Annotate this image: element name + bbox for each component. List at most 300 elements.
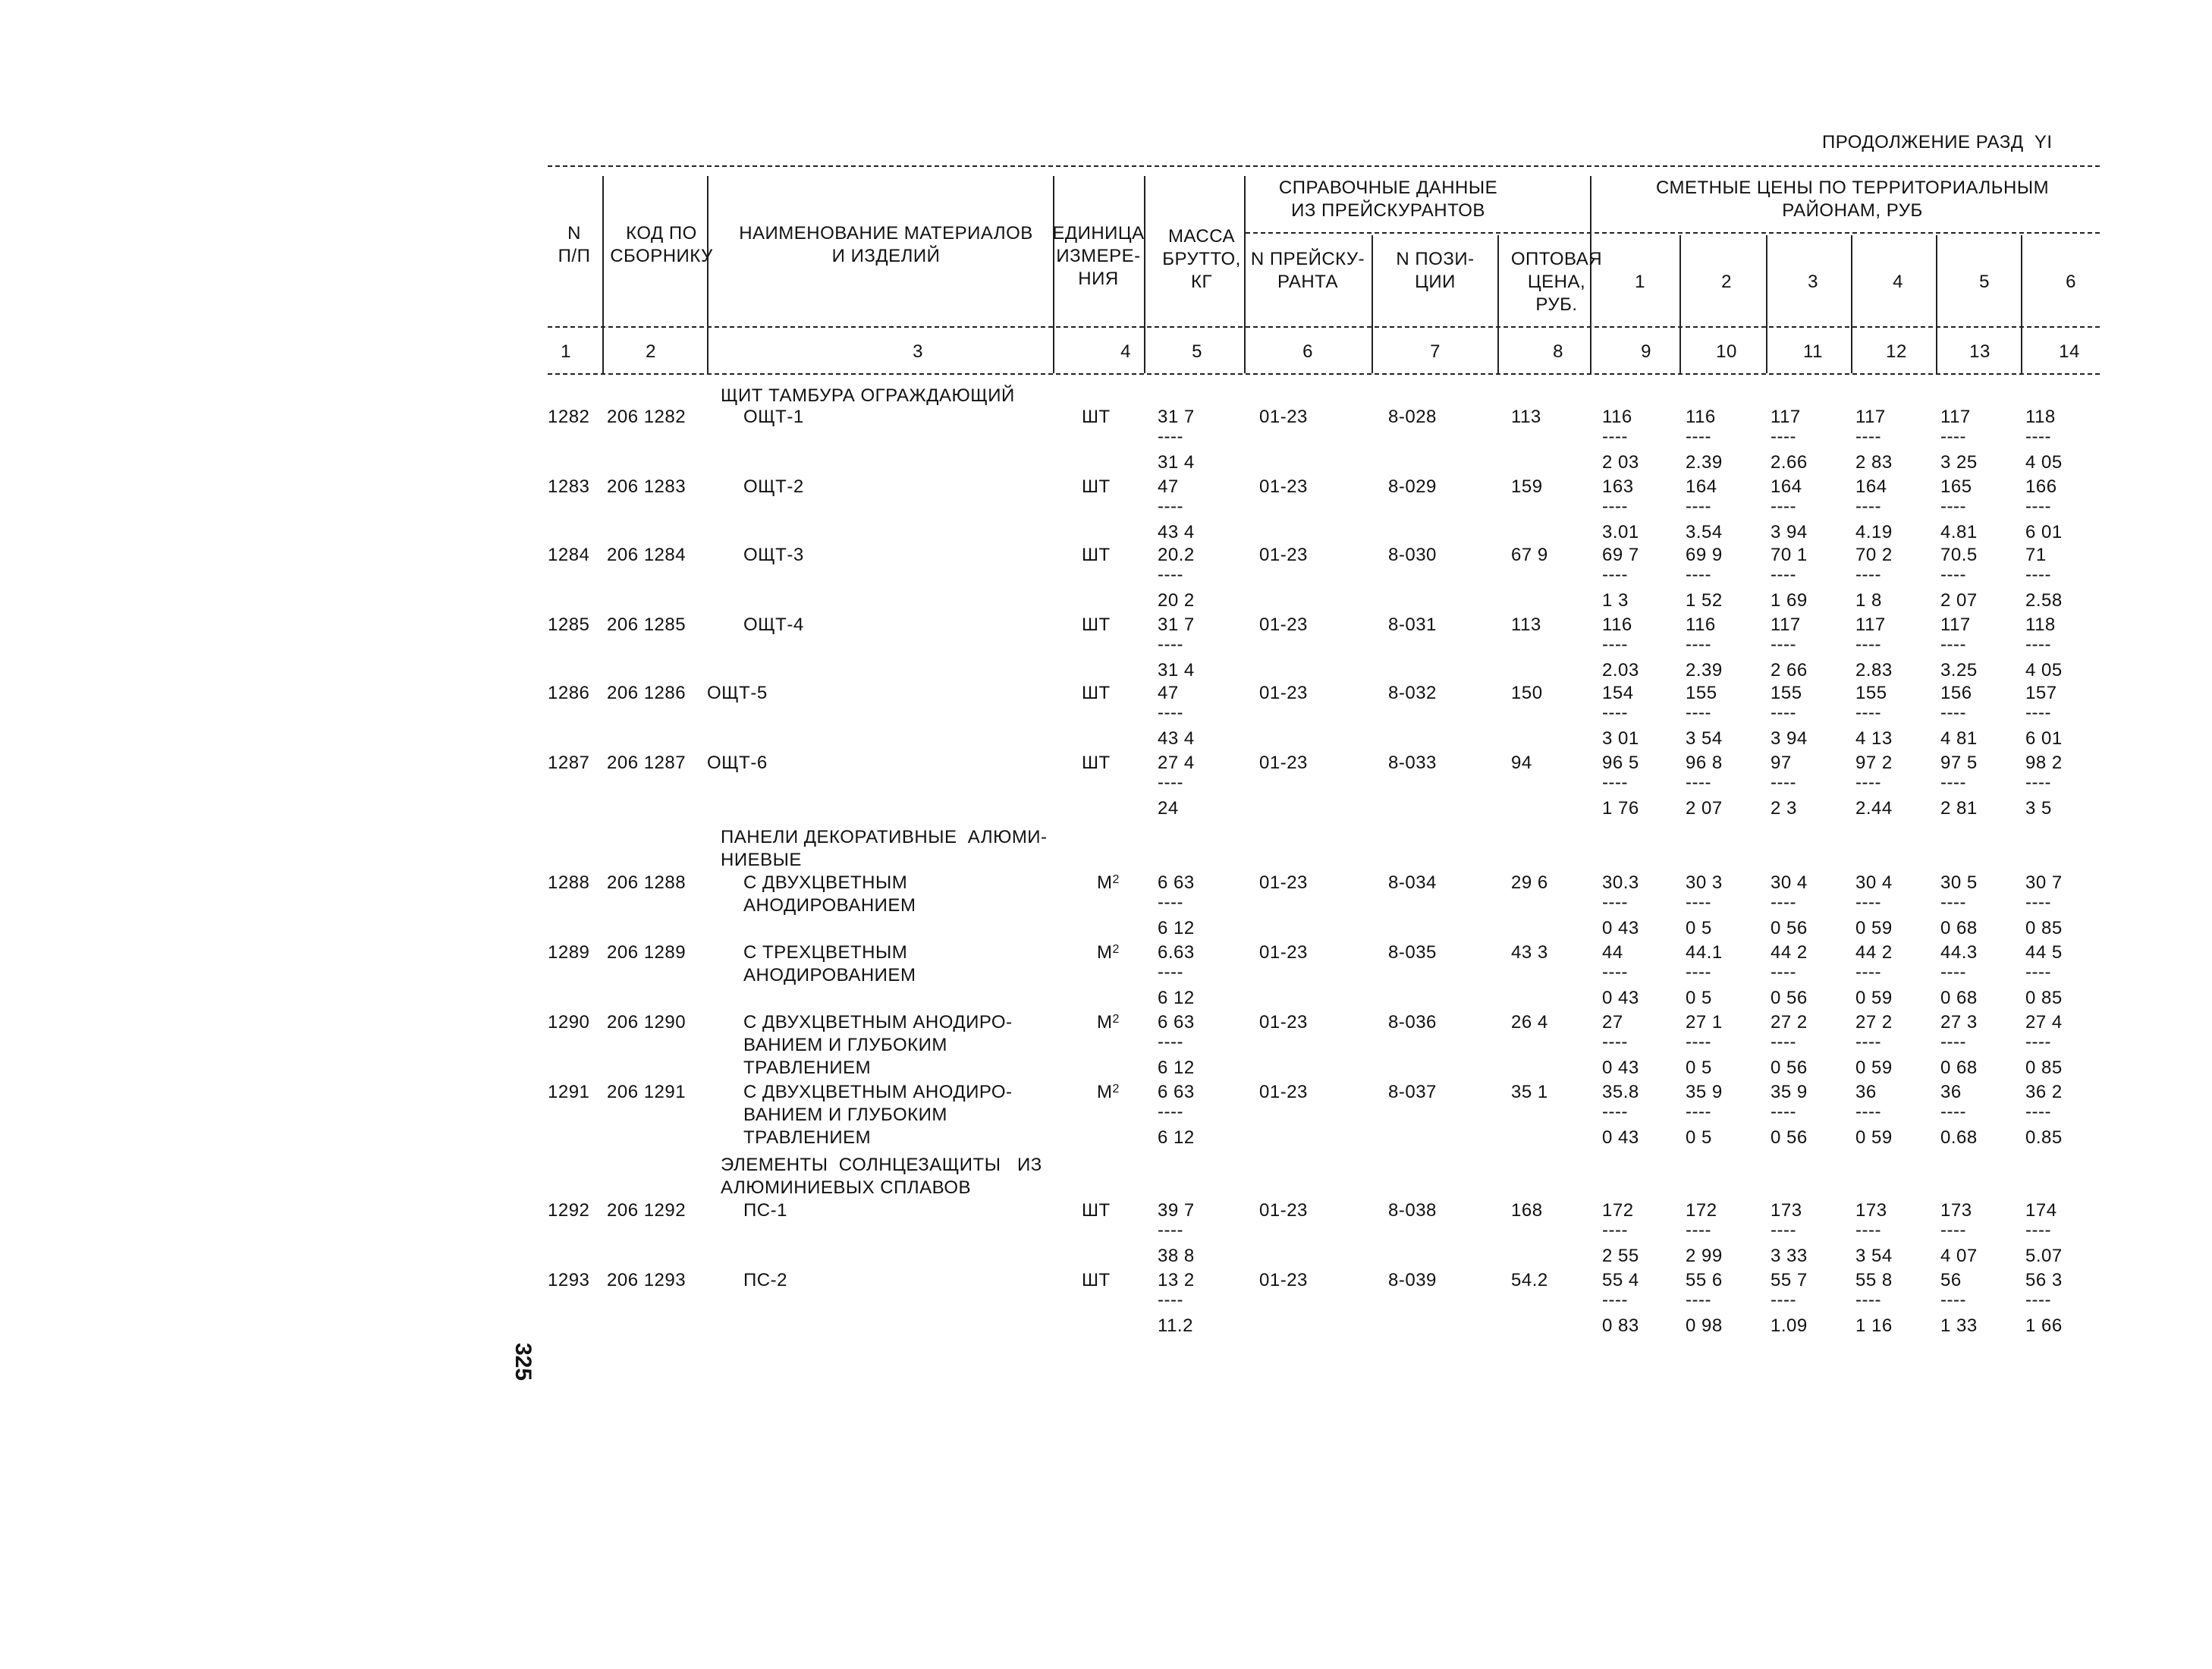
region-price: 116 <box>1602 407 1632 427</box>
catalog-code: 206 1292 <box>607 1200 687 1221</box>
unit: ШТ <box>1082 753 1111 773</box>
position-number: 8-037 <box>1388 1082 1437 1102</box>
region-transport-cost: 3.54 <box>1686 522 1723 542</box>
fraction-dash: ---- <box>1602 564 1628 585</box>
region-price: 117 <box>1940 614 1971 635</box>
item-name: С ДВУХЦВЕТНЫМ <box>743 872 908 893</box>
hdr-mass-1: МАССА <box>1167 226 1236 247</box>
region-transport-cost: 0 5 <box>1686 918 1712 938</box>
region-price: 172 <box>1602 1200 1634 1221</box>
mass-net: 43 4 <box>1158 522 1195 542</box>
region-transport-cost: 2.58 <box>2025 590 2063 611</box>
fraction-dash: ---- <box>2025 1290 2051 1310</box>
region-price: 70.5 <box>1940 545 1978 565</box>
hdr-position-1: N ПОЗИ- <box>1396 249 1475 269</box>
mass-net: 31 4 <box>1158 452 1195 473</box>
region-transport-cost: 3 01 <box>1602 728 1639 749</box>
column-number: 5 <box>1192 341 1202 362</box>
fraction-dash: ---- <box>1158 634 1183 655</box>
mass-net: 24 <box>1158 798 1179 819</box>
fraction-dash: ---- <box>1855 772 1881 793</box>
mass-net: 6 12 <box>1158 988 1195 1008</box>
position-number: 8-028 <box>1388 407 1437 427</box>
item-name: С ДВУХЦВЕТНЫМ АНОДИРО- <box>743 1082 1013 1102</box>
region-price: 98 2 <box>2025 753 2063 773</box>
region-header-1: 1 <box>1635 272 1645 292</box>
column-divider <box>1372 235 1373 373</box>
item-name: ПС-2 <box>743 1270 787 1290</box>
column-divider <box>1851 235 1852 373</box>
region-price: 116 <box>1686 614 1716 635</box>
region-price: 55 8 <box>1855 1270 1893 1290</box>
catalog-code: 206 1288 <box>607 872 687 893</box>
wholesale-price: 26 4 <box>1511 1012 1548 1033</box>
fraction-dash: ---- <box>1855 1220 1881 1240</box>
unit <box>1097 942 1120 963</box>
fraction-dash: ---- <box>1686 426 1711 447</box>
region-header-4: 4 <box>1893 272 1903 292</box>
pricelist-number: 01-23 <box>1259 476 1308 497</box>
position-number: 8-038 <box>1388 1200 1437 1221</box>
fraction-dash: ---- <box>1940 564 1966 585</box>
region-transport-cost: 4.19 <box>1855 522 1893 542</box>
section-heading: АЛЮМИНИЕВЫХ СПЛАВОВ <box>721 1177 972 1198</box>
region-price: 164 <box>1686 476 1717 497</box>
column-number: 1 <box>561 341 571 362</box>
item-name: С ДВУХЦВЕТНЫМ АНОДИРО- <box>743 1012 1013 1033</box>
mass-gross: 31 7 <box>1158 407 1195 427</box>
region-transport-cost: 0 5 <box>1686 1058 1712 1078</box>
region-price: 30 4 <box>1771 872 1808 893</box>
region-price: 163 <box>1602 476 1634 497</box>
region-header-6: 6 <box>2066 272 2076 292</box>
mass-net: 20 2 <box>1158 590 1195 611</box>
region-price: 55 6 <box>1686 1270 1723 1290</box>
fraction-dash: ---- <box>1940 1220 1966 1240</box>
fraction-dash: ---- <box>1855 892 1881 913</box>
group-split-rule <box>1246 232 2100 234</box>
fraction-dash: ---- <box>1602 496 1628 517</box>
column-number: 8 <box>1553 341 1563 362</box>
region-price: 96 8 <box>1686 753 1723 773</box>
position-number: 8-034 <box>1388 872 1437 893</box>
region-price: 154 <box>1602 683 1634 703</box>
mass-net: 6 12 <box>1158 1058 1195 1078</box>
region-price: 55 4 <box>1602 1270 1639 1290</box>
table-top-rule <box>548 165 2100 167</box>
hdr-wholesale-2: ЦЕНА, <box>1527 272 1586 292</box>
fraction-dash: ---- <box>1940 962 1966 982</box>
region-transport-cost: 2 55 <box>1602 1246 1639 1266</box>
mass-gross: 27 4 <box>1158 753 1195 773</box>
mass-gross: 6 63 <box>1158 1082 1195 1102</box>
column-number: 2 <box>646 341 656 362</box>
region-transport-cost: 0.85 <box>2025 1127 2063 1148</box>
fraction-dash: ---- <box>1686 892 1711 913</box>
catalog-code: 206 1289 <box>607 942 687 963</box>
region-transport-cost: 3 5 <box>2025 798 2052 819</box>
fraction-dash: ---- <box>1771 1032 1796 1052</box>
catalog-code: 206 1286 <box>607 683 687 703</box>
region-transport-cost: 0 59 <box>1855 918 1893 938</box>
fraction-dash: ---- <box>1940 496 1966 517</box>
region-price: 118 <box>2025 614 2056 635</box>
region-price: 116 <box>1602 614 1632 635</box>
position-number: 8-029 <box>1388 476 1437 497</box>
region-transport-cost: 2 3 <box>1771 798 1797 819</box>
item-name: АНОДИРОВАНИЕМ <box>743 965 916 985</box>
continuation-header: ПРОДОЛЖЕНИЕ РАЗД YI <box>1822 132 2053 152</box>
region-price: 27 3 <box>1940 1012 1978 1033</box>
fraction-dash: ---- <box>2025 496 2051 517</box>
fraction-dash: ---- <box>1686 564 1711 585</box>
fraction-dash: ---- <box>1771 564 1796 585</box>
region-transport-cost: 0 59 <box>1855 1127 1893 1148</box>
catalog-code: 206 1291 <box>607 1082 687 1102</box>
wholesale-price: 159 <box>1511 476 1543 497</box>
fraction-dash: ---- <box>2025 1032 2051 1052</box>
region-transport-cost: 2.39 <box>1686 452 1723 473</box>
mass-gross: 6.63 <box>1158 942 1195 963</box>
region-price: 56 <box>1940 1270 1962 1290</box>
fraction-dash: ---- <box>1602 1290 1628 1310</box>
fraction-dash: ---- <box>1686 702 1711 723</box>
region-transport-cost: 0 5 <box>1686 988 1712 1008</box>
row-number: 1287 <box>548 753 590 773</box>
region-transport-cost: 0 85 <box>2025 918 2063 938</box>
region-transport-cost: 1 3 <box>1602 590 1629 611</box>
region-transport-cost: 2.44 <box>1855 798 1893 819</box>
fraction-dash: ---- <box>1940 1102 1966 1122</box>
fraction-dash: ---- <box>2025 702 2051 723</box>
fraction-dash: ---- <box>1158 1290 1183 1310</box>
region-transport-cost: 1.09 <box>1771 1315 1808 1336</box>
item-name: ОЩТ-6 <box>707 753 768 773</box>
column-number: 14 <box>2059 341 2080 362</box>
fraction-dash: ---- <box>1940 426 1966 447</box>
region-transport-cost: 5.07 <box>2025 1246 2063 1266</box>
fraction-dash: ---- <box>1686 1032 1711 1052</box>
region-price: 27 2 <box>1771 1012 1808 1033</box>
region-transport-cost: 0 43 <box>1602 1127 1639 1148</box>
fraction-dash: ---- <box>1158 1032 1183 1052</box>
region-transport-cost: 2 07 <box>1940 590 1978 611</box>
mass-net: 31 4 <box>1158 660 1195 680</box>
region-transport-cost: 4 13 <box>1855 728 1893 749</box>
fraction-dash: ---- <box>1940 1290 1966 1310</box>
fraction-dash: ---- <box>1602 702 1628 723</box>
region-price: 70 1 <box>1771 545 1808 565</box>
item-name: ВАНИЕМ И ГЛУБОКИМ <box>743 1105 947 1125</box>
region-transport-cost: 0 56 <box>1771 1058 1808 1078</box>
fraction-dash: ---- <box>2025 1102 2051 1122</box>
fraction-dash: ---- <box>1771 962 1796 982</box>
fraction-dash: ---- <box>1771 1290 1796 1310</box>
fraction-dash: ---- <box>1686 1102 1711 1122</box>
row-number: 1290 <box>548 1012 590 1033</box>
pricelist-number: 01-23 <box>1259 1200 1308 1221</box>
region-price: 117 <box>1855 614 1886 635</box>
mass-gross: 47 <box>1158 476 1179 497</box>
region-price: 55 7 <box>1771 1270 1808 1290</box>
wholesale-price: 43 3 <box>1511 942 1548 963</box>
region-transport-cost: 3 94 <box>1771 728 1808 749</box>
fraction-dash: ---- <box>1771 634 1796 655</box>
region-price: 35 9 <box>1771 1082 1808 1102</box>
fraction-dash: ---- <box>1855 496 1881 517</box>
region-transport-cost: 0 56 <box>1771 988 1808 1008</box>
catalog-code: 206 1283 <box>607 476 687 497</box>
region-price: 69 7 <box>1602 545 1639 565</box>
item-name: ОЩТ-2 <box>743 476 804 497</box>
fraction-dash: ---- <box>1855 1290 1881 1310</box>
region-price: 35.8 <box>1602 1082 1639 1102</box>
unit-text: М <box>1097 942 1113 963</box>
region-price: 30 7 <box>2025 872 2063 893</box>
region-price: 164 <box>1855 476 1887 497</box>
column-divider <box>1244 176 1246 373</box>
fraction-dash: ---- <box>1940 1032 1966 1052</box>
hdr-price-group-2: РАЙОНАМ, РУБ <box>1782 200 1923 221</box>
region-transport-cost: 0 85 <box>2025 1058 2063 1078</box>
row-number: 1285 <box>548 614 590 635</box>
row-number: 1289 <box>548 942 590 963</box>
column-divider <box>1144 176 1145 373</box>
unit-superscript: 2 <box>1112 1013 1120 1026</box>
row-number: 1291 <box>548 1082 590 1102</box>
region-price: 27 <box>1602 1012 1623 1033</box>
region-price: 116 <box>1686 407 1716 427</box>
region-price: 173 <box>1940 1200 1972 1221</box>
item-name: ПС-1 <box>743 1200 787 1221</box>
region-price: 56 3 <box>2025 1270 2063 1290</box>
region-price: 155 <box>1771 683 1802 703</box>
region-price: 44.1 <box>1686 942 1723 963</box>
region-price: 27 1 <box>1686 1012 1723 1033</box>
region-transport-cost: 4 81 <box>1940 728 1978 749</box>
column-number: 6 <box>1302 341 1313 362</box>
column-number: 3 <box>913 341 923 362</box>
region-transport-cost: 3 54 <box>1686 728 1723 749</box>
mass-net: 6 12 <box>1158 918 1195 938</box>
hdr-code-2: СБОРНИКУ <box>610 246 713 266</box>
fraction-dash: ---- <box>1158 1102 1183 1122</box>
fraction-dash: ---- <box>1158 564 1183 585</box>
unit-superscript: 2 <box>1112 1083 1120 1095</box>
mass-gross: 20.2 <box>1158 545 1195 565</box>
fraction-dash: ---- <box>1940 892 1966 913</box>
region-transport-cost: 4 07 <box>1940 1246 1978 1266</box>
catalog-code: 206 1285 <box>607 614 687 635</box>
region-transport-cost: 2.66 <box>1771 452 1808 473</box>
fraction-dash: ---- <box>2025 962 2051 982</box>
region-price: 117 <box>1855 407 1886 427</box>
column-number: 9 <box>1641 341 1651 362</box>
position-number: 8-032 <box>1388 683 1437 703</box>
mass-net: 6 12 <box>1158 1127 1195 1148</box>
mass-gross: 6 63 <box>1158 872 1195 893</box>
section-heading: ЩИТ ТАМБУРА ОГРАЖДАЮЩИЙ <box>721 385 1015 406</box>
region-transport-cost: 1 66 <box>2025 1315 2063 1336</box>
item-name: ВАНИЕМ И ГЛУБОКИМ <box>743 1035 947 1055</box>
row-number: 1282 <box>548 407 590 427</box>
region-price: 97 <box>1771 753 1792 773</box>
region-transport-cost: 3 25 <box>1940 452 1978 473</box>
unit: ШТ <box>1082 545 1111 565</box>
region-price: 36 2 <box>2025 1082 2063 1102</box>
header-sub-rule <box>548 326 2100 328</box>
region-transport-cost: 2 99 <box>1686 1246 1723 1266</box>
wholesale-price: 29 6 <box>1511 872 1548 893</box>
region-price: 164 <box>1771 476 1802 497</box>
region-transport-cost: 0 56 <box>1771 918 1808 938</box>
row-number: 1292 <box>548 1200 590 1221</box>
column-divider <box>2021 235 2022 373</box>
pricelist-number: 01-23 <box>1259 683 1308 703</box>
region-transport-cost: 0 68 <box>1940 988 1978 1008</box>
region-price: 97 2 <box>1855 753 1893 773</box>
unit <box>1097 872 1120 894</box>
region-transport-cost: 2 66 <box>1771 660 1808 680</box>
unit-text: М <box>1097 1012 1113 1033</box>
region-price: 97 5 <box>1940 753 1978 773</box>
fraction-dash: ---- <box>1602 426 1628 447</box>
position-number: 8-035 <box>1388 942 1437 963</box>
fraction-dash: ---- <box>1771 702 1796 723</box>
hdr-unit-2: ИЗМЕРЕ- <box>1056 246 1141 266</box>
column-divider <box>1590 176 1591 373</box>
fraction-dash: ---- <box>1602 1032 1628 1052</box>
region-transport-cost: 0 43 <box>1602 918 1639 938</box>
region-price: 173 <box>1771 1200 1802 1221</box>
fraction-dash: ---- <box>1686 496 1711 517</box>
position-number: 8-033 <box>1388 753 1437 773</box>
region-price: 69 9 <box>1686 545 1723 565</box>
hdr-pricelist-1: N ПРЕЙСКУ- <box>1250 249 1365 269</box>
fraction-dash: ---- <box>1686 772 1711 793</box>
region-price: 172 <box>1686 1200 1717 1221</box>
hdr-n-1: N <box>567 223 581 244</box>
region-transport-cost: 0 68 <box>1940 918 1978 938</box>
row-number: 1288 <box>548 872 590 893</box>
region-header-2: 2 <box>1721 272 1732 292</box>
region-transport-cost: 2.83 <box>1855 660 1893 680</box>
region-transport-cost: 0 43 <box>1602 1058 1639 1078</box>
fraction-dash: ---- <box>1855 426 1881 447</box>
column-number: 13 <box>1969 341 1990 362</box>
hdr-name-2: И ИЗДЕЛИЙ <box>831 246 941 266</box>
wholesale-price: 94 <box>1511 753 1532 773</box>
section-heading: ЭЛЕМЕНТЫ СОЛНЦЕЗАЩИТЫ ИЗ <box>721 1155 1042 1175</box>
pricelist-number: 01-23 <box>1259 407 1308 427</box>
column-divider <box>1497 235 1499 373</box>
wholesale-price: 67 9 <box>1511 545 1548 565</box>
pricelist-number: 01-23 <box>1259 1012 1308 1033</box>
row-number: 1286 <box>548 683 590 703</box>
hdr-price-group-1: СМЕТНЫЕ ЦЕНЫ ПО ТЕРРИТОРИАЛЬНЫМ <box>1655 178 2050 198</box>
region-transport-cost: 1 33 <box>1940 1315 1978 1336</box>
region-price: 30.3 <box>1602 872 1639 893</box>
region-price: 165 <box>1940 476 1972 497</box>
fraction-dash: ---- <box>1855 1102 1881 1122</box>
region-transport-cost: 3.01 <box>1602 522 1639 542</box>
region-transport-cost: 0 68 <box>1940 1058 1978 1078</box>
region-price: 44 2 <box>1855 942 1893 963</box>
pricelist-number: 01-23 <box>1259 1270 1308 1290</box>
fraction-dash: ---- <box>1771 426 1796 447</box>
mass-gross: 31 7 <box>1158 614 1195 635</box>
position-number: 8-030 <box>1388 545 1437 565</box>
pricelist-number: 01-23 <box>1259 753 1308 773</box>
fraction-dash: ---- <box>1771 1102 1796 1122</box>
region-transport-cost: 0 59 <box>1855 988 1893 1008</box>
region-transport-cost: 3 54 <box>1855 1246 1893 1266</box>
unit: ШТ <box>1082 683 1111 703</box>
position-number: 8-036 <box>1388 1012 1437 1033</box>
region-transport-cost: 4 05 <box>2025 660 2063 680</box>
page-number: 325 <box>511 1343 536 1381</box>
fraction-dash: ---- <box>1940 772 1966 793</box>
unit: ШТ <box>1082 1200 1111 1221</box>
fraction-dash: ---- <box>1771 892 1796 913</box>
region-price: 27 2 <box>1855 1012 1893 1033</box>
column-divider <box>1679 235 1681 373</box>
header-bottom-rule <box>548 373 2100 375</box>
fraction-dash: ---- <box>1158 772 1183 793</box>
region-transport-cost: 1 76 <box>1602 798 1639 819</box>
region-transport-cost: 0 85 <box>2025 988 2063 1008</box>
fraction-dash: ---- <box>1771 772 1796 793</box>
hdr-n-2: П/П <box>558 246 591 266</box>
wholesale-price: 35 1 <box>1511 1082 1548 1102</box>
unit-superscript: 2 <box>1112 943 1120 956</box>
fraction-dash: ---- <box>1158 962 1183 982</box>
pricelist-number: 01-23 <box>1259 545 1308 565</box>
item-name: ТРАВЛЕНИЕМ <box>743 1058 872 1078</box>
column-divider <box>707 176 709 373</box>
unit: ШТ <box>1082 476 1111 497</box>
wholesale-price: 113 <box>1511 614 1541 635</box>
region-transport-cost: 4.81 <box>1940 522 1978 542</box>
column-number: 11 <box>1803 341 1823 362</box>
item-name: ТРАВЛЕНИЕМ <box>743 1127 872 1148</box>
hdr-wholesale-1: ОПТОВАЯ <box>1510 249 1603 269</box>
section-heading: НИЕВЫЕ <box>721 850 802 870</box>
region-price: 117 <box>1771 407 1801 427</box>
fraction-dash: ---- <box>1686 1290 1711 1310</box>
catalog-code: 206 1287 <box>607 753 687 773</box>
unit: ШТ <box>1082 1270 1111 1290</box>
unit: ШТ <box>1082 614 1111 635</box>
pricelist-number: 01-23 <box>1259 872 1308 893</box>
region-transport-cost: 2.03 <box>1602 660 1639 680</box>
item-name: ОЩТ-5 <box>707 683 768 703</box>
fraction-dash: ---- <box>1158 892 1183 913</box>
catalog-code: 206 1282 <box>607 407 687 427</box>
hdr-code-1: КОД ПО <box>626 223 697 244</box>
region-price: 35 9 <box>1686 1082 1723 1102</box>
region-price: 155 <box>1686 683 1717 703</box>
mass-gross: 47 <box>1158 683 1179 703</box>
region-price: 36 <box>1855 1082 1877 1102</box>
fraction-dash: ---- <box>1855 962 1881 982</box>
item-name: ОЩТ-3 <box>743 545 804 565</box>
wholesale-price: 150 <box>1511 683 1543 703</box>
fraction-dash: ---- <box>1855 634 1881 655</box>
mass-gross: 39 7 <box>1158 1200 1195 1221</box>
hdr-pricelist-2: РАНТА <box>1277 272 1339 292</box>
region-header-3: 3 <box>1808 272 1818 292</box>
